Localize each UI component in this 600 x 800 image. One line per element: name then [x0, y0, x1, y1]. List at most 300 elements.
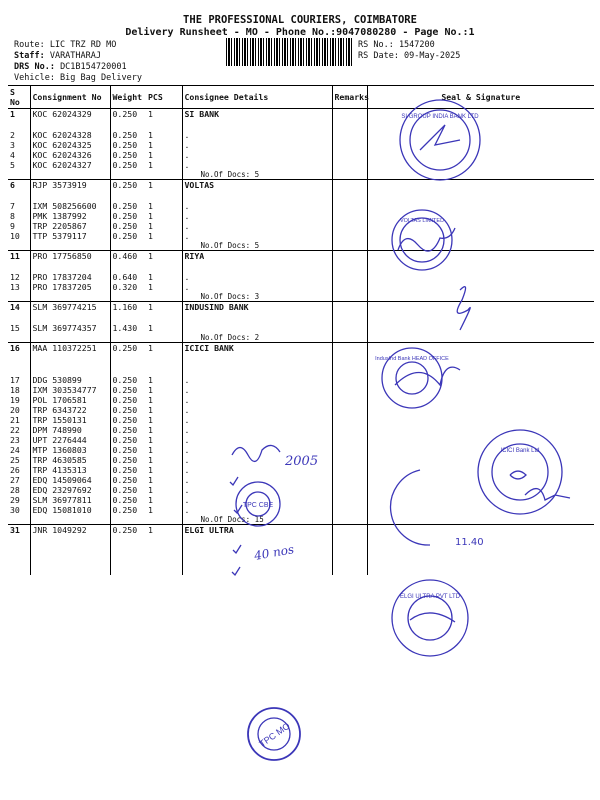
cell-empty	[8, 333, 30, 343]
cell-weight: 0.250	[110, 445, 146, 455]
cell-pcs: 1	[148, 495, 153, 505]
spacer-row	[8, 535, 594, 575]
cell-remarks	[332, 343, 367, 354]
cell-seal	[367, 445, 594, 455]
cell-remarks	[332, 282, 367, 292]
cell-pcs	[146, 364, 182, 375]
cell-empty	[332, 515, 367, 525]
cell-weight: 0.250	[110, 109, 146, 120]
cell-seal	[367, 525, 594, 536]
cell-consignee: INDUSIND BANK	[182, 302, 332, 313]
cell-seal	[367, 475, 594, 485]
cell-seal	[367, 180, 594, 191]
table-row	[8, 109, 594, 120]
cell-consignment: SLM 36977811	[30, 495, 110, 505]
cell-empty	[110, 292, 146, 302]
cell-remarks	[332, 525, 367, 536]
cell-empty	[146, 515, 182, 525]
cell-consignee	[182, 353, 332, 364]
cell-consignment: RJP 3573919	[30, 180, 110, 191]
cell-seal	[367, 130, 594, 140]
cell-sno: 17	[10, 375, 20, 385]
cell-remarks	[332, 160, 367, 170]
cell-consignment: EDQ 23297692	[30, 485, 110, 495]
cell-remarks	[332, 415, 367, 425]
cell-seal	[367, 251, 594, 262]
cell-weight: 0.250	[110, 343, 146, 354]
cell-seal	[367, 405, 594, 415]
cell-sno: 5	[10, 160, 15, 170]
cell-sno: 22	[10, 425, 20, 435]
cell-weight: 0.640	[110, 272, 146, 282]
cell-consignment: POL 1706581	[30, 395, 110, 405]
cell-weight: 0.460	[110, 251, 146, 262]
cell-sno: 15	[10, 323, 20, 333]
cell-empty	[332, 535, 367, 575]
icici-stamp-text: ICICI Bank Ltd	[500, 448, 540, 454]
table-row	[8, 385, 594, 395]
cell-pcs: 1	[148, 160, 153, 170]
cell-sno: 14	[8, 302, 30, 313]
cell-weight: 0.250	[110, 160, 146, 170]
cell-remarks	[332, 435, 367, 445]
drs-label: DRS No.:	[14, 62, 61, 72]
table-row	[8, 375, 594, 385]
cell-remarks	[332, 485, 367, 495]
spacer-row	[8, 261, 594, 272]
spacer-row	[8, 190, 594, 201]
cell-sno: 29	[10, 495, 20, 505]
elgi-stamp	[392, 580, 468, 656]
cell-empty	[146, 292, 182, 302]
cell-consignment: PRO 17837204	[30, 272, 110, 282]
cell-consignee: ELGI ULTRA	[182, 525, 332, 536]
cell-consignee: .	[182, 455, 332, 465]
cell-seal	[367, 221, 594, 231]
cell-sno: 8	[10, 211, 15, 221]
cell-consignee: .	[182, 505, 332, 515]
cell-consignee: .	[182, 495, 332, 505]
docs-count: No.Of Docs: 5	[182, 241, 332, 251]
cell-remarks	[332, 405, 367, 415]
col-consignee: Consignee Details	[182, 86, 332, 109]
table-row	[8, 140, 594, 150]
cell-seal	[367, 261, 594, 272]
table-row	[8, 130, 594, 140]
spacer-row	[8, 312, 594, 323]
table-row	[8, 435, 594, 445]
cell-seal	[367, 190, 594, 201]
cell-weight: 0.250	[110, 130, 146, 140]
docs-count-row	[8, 333, 594, 343]
cell-pcs: 1	[148, 231, 153, 241]
cell-pcs: 1	[146, 525, 182, 536]
spacer-row	[8, 353, 594, 364]
cell-empty	[30, 333, 110, 343]
cell-consignment: EDQ 15081010	[30, 505, 110, 515]
table-row	[8, 465, 594, 475]
cell-consignee	[182, 323, 332, 333]
cell-sno: 12	[10, 272, 20, 282]
cell-pcs: 1	[148, 375, 153, 385]
table-row	[8, 160, 594, 170]
table-row	[8, 272, 594, 282]
cell-consignment: UPT 2276444	[30, 435, 110, 445]
staff-line	[14, 51, 101, 61]
cell-pcs: 1	[148, 435, 153, 445]
cell-remarks	[332, 109, 367, 120]
cell-remarks	[332, 150, 367, 160]
cell-consignment	[30, 261, 110, 272]
cell-weight	[110, 312, 146, 323]
cell-sno: 9	[10, 221, 15, 231]
cell-consignee: .	[182, 445, 332, 455]
table-row	[8, 231, 594, 241]
cell-weight: 0.250	[110, 385, 146, 395]
table-row	[8, 475, 594, 485]
cell-pcs: 1	[148, 211, 153, 221]
cell-sno: 11	[8, 251, 30, 262]
tpc-mo-text: TPC MO	[257, 720, 292, 749]
cell-pcs: 1	[148, 505, 153, 515]
cell-weight: 0.250	[110, 201, 146, 211]
cell-consignment: TRP 1550131	[30, 415, 110, 425]
cell-weight	[110, 364, 146, 375]
cell-empty	[146, 535, 182, 575]
cell-seal	[367, 109, 594, 120]
cell-empty	[8, 241, 30, 251]
docs-count-row	[8, 170, 594, 180]
table-row	[8, 395, 594, 405]
cell-pcs: 1	[148, 445, 153, 455]
cell-empty	[110, 515, 146, 525]
cell-empty	[367, 535, 594, 575]
cell-weight	[110, 119, 146, 130]
cell-consignment: KOC 62024326	[30, 150, 110, 160]
cell-seal	[367, 425, 594, 435]
col-weight: Weight	[110, 86, 146, 109]
docs-count: No.Of Docs: 5	[182, 170, 332, 180]
cell-remarks	[332, 180, 367, 191]
cell-empty	[30, 241, 110, 251]
cell-consignee	[182, 312, 332, 323]
table-row	[8, 525, 594, 536]
col-pcs: PCS	[146, 86, 182, 109]
cell-consignee: .	[182, 435, 332, 445]
cell-consignment: KOC 62024328	[30, 130, 110, 140]
cell-remarks	[332, 272, 367, 282]
table-row	[8, 150, 594, 160]
cell-consignment: IXM 508256600	[30, 201, 110, 211]
cell-pcs: 1	[148, 150, 153, 160]
cell-empty	[367, 292, 594, 302]
cell-pcs: 1	[148, 282, 153, 292]
cell-consignee: ICICI BANK	[182, 343, 332, 354]
col-seal: Seal & Signature	[367, 86, 594, 109]
cell-remarks	[332, 211, 367, 221]
cell-sno	[8, 312, 30, 323]
cell-empty	[30, 170, 110, 180]
cell-consignment	[30, 364, 110, 375]
cell-pcs	[146, 190, 182, 201]
cell-seal	[367, 302, 594, 313]
table-row	[8, 221, 594, 231]
barcode	[226, 38, 352, 66]
cell-pcs: 1	[148, 272, 153, 282]
cell-seal	[367, 364, 594, 375]
cell-remarks	[332, 475, 367, 485]
cell-empty	[146, 333, 182, 343]
cell-consignee: VOLTAS	[182, 180, 332, 191]
cell-pcs: 1	[148, 140, 153, 150]
cell-empty	[146, 170, 182, 180]
indusind-stamp-text: IndusInd Bank HEAD OFFICE	[375, 356, 449, 362]
cell-weight: 0.250	[110, 435, 146, 445]
table-row	[8, 415, 594, 425]
cell-consignment: SLM 369774215	[30, 302, 110, 313]
voltas-stamp-text: VOLTAS LIMITED	[399, 218, 445, 224]
cell-consignment: TRP 6343722	[30, 405, 110, 415]
cell-sno	[8, 353, 30, 364]
cell-pcs: 1	[148, 455, 153, 465]
cell-seal	[367, 201, 594, 211]
tpc-mo-stamp	[248, 708, 300, 760]
cell-consignee: .	[182, 415, 332, 425]
cell-pcs	[146, 261, 182, 272]
cell-weight: 0.250	[110, 180, 146, 191]
cell-remarks	[332, 130, 367, 140]
docs-count: No.Of Docs: 15	[182, 515, 332, 525]
cell-empty	[146, 241, 182, 251]
cell-consignee: .	[182, 385, 332, 395]
cell-remarks	[332, 312, 367, 323]
cell-consignee: .	[182, 221, 332, 231]
cell-sno: 2	[10, 130, 15, 140]
cell-pcs: 1	[148, 323, 153, 333]
cell-pcs: 1	[148, 485, 153, 495]
cell-seal	[367, 140, 594, 150]
table-row	[8, 282, 594, 292]
cell-empty	[332, 333, 367, 343]
table-row	[8, 455, 594, 465]
cell-remarks	[332, 190, 367, 201]
cell-remarks	[332, 140, 367, 150]
cell-weight: 0.250	[110, 140, 146, 150]
cell-seal	[367, 415, 594, 425]
cell-sno: 26	[10, 465, 20, 475]
cell-weight: 0.250	[110, 221, 146, 231]
cell-weight	[110, 353, 146, 364]
cell-seal	[367, 455, 594, 465]
table-row	[8, 211, 594, 221]
cell-weight: 1.160	[110, 302, 146, 313]
spacer-row	[8, 364, 594, 375]
cell-weight: 0.250	[110, 150, 146, 160]
cell-remarks	[332, 385, 367, 395]
cell-seal	[367, 312, 594, 323]
cell-sno: 3	[10, 140, 15, 150]
col-sno: S No	[8, 86, 30, 109]
cell-consignment	[30, 353, 110, 364]
cell-remarks	[332, 395, 367, 405]
cell-pcs: 1	[146, 109, 182, 120]
cell-remarks	[332, 261, 367, 272]
cell-consignment: KOC 62024325	[30, 140, 110, 150]
cell-sno	[8, 119, 30, 130]
table-row	[8, 485, 594, 495]
cell-sno: 31	[8, 525, 30, 536]
cell-sno: 28	[10, 485, 20, 495]
table-row	[8, 505, 594, 515]
table-header	[8, 86, 594, 109]
table-row	[8, 343, 594, 354]
cell-pcs: 1	[146, 251, 182, 262]
staff-name: VARATHARAJ	[49, 51, 102, 61]
cell-seal	[367, 160, 594, 170]
cell-sno: 21	[10, 415, 20, 425]
cell-consignment: TRP 4135313	[30, 465, 110, 475]
count-note: 40 nos	[253, 542, 296, 563]
cell-seal	[367, 150, 594, 160]
cell-consignee	[182, 119, 332, 130]
cell-consignee	[182, 261, 332, 272]
cell-weight: 0.250	[110, 395, 146, 405]
cell-remarks	[332, 495, 367, 505]
cell-sno: 4	[10, 150, 15, 160]
cell-consignment: EDQ 14509064	[30, 475, 110, 485]
cell-consignment: DDG 530899	[30, 375, 110, 385]
table-row	[8, 405, 594, 415]
elgi-stamp-text: ELGI ULTRA PVT LTD	[399, 594, 461, 600]
cell-remarks	[332, 201, 367, 211]
cell-sno: 7	[10, 201, 15, 211]
cell-pcs: 1	[148, 415, 153, 425]
cell-sno: 25	[10, 455, 20, 465]
cell-weight: 0.250	[110, 415, 146, 425]
document-subtitle: Delivery Runsheet - MO - Phone No.:9047080280 - Page No.:1	[125, 27, 475, 38]
cell-pcs: 1	[148, 395, 153, 405]
cell-consignee: .	[182, 160, 332, 170]
cell-pcs: 1	[148, 201, 153, 211]
cell-consignee: .	[182, 375, 332, 385]
cell-weight: 0.250	[110, 405, 146, 415]
cell-seal	[367, 505, 594, 515]
cell-remarks	[332, 375, 367, 385]
cell-seal	[367, 465, 594, 475]
cell-pcs: 1	[146, 180, 182, 191]
cell-empty	[367, 170, 594, 180]
cell-sno: 27	[10, 475, 20, 485]
cell-consignee: .	[182, 150, 332, 160]
cell-weight: 0.250	[110, 465, 146, 475]
cell-seal	[367, 323, 594, 333]
cell-remarks	[332, 445, 367, 455]
cell-empty	[30, 515, 110, 525]
cell-weight: 0.250	[110, 375, 146, 385]
cell-consignee: .	[182, 140, 332, 150]
cell-consignment: JNR 1049292	[30, 525, 110, 536]
cell-remarks	[332, 455, 367, 465]
cell-consignment: PMK 1387992	[30, 211, 110, 221]
cell-empty	[332, 292, 367, 302]
cell-seal	[367, 119, 594, 130]
cell-consignee	[182, 364, 332, 375]
table-row	[8, 251, 594, 262]
docs-count: No.Of Docs: 3	[182, 292, 332, 302]
cell-seal	[367, 353, 594, 364]
cell-remarks	[332, 505, 367, 515]
cell-pcs: 1	[148, 385, 153, 395]
cell-sno: 24	[10, 445, 20, 455]
cell-sno	[8, 364, 30, 375]
cell-consignee: .	[182, 485, 332, 495]
cell-seal	[367, 343, 594, 354]
cell-sno: 1	[8, 109, 30, 120]
docs-count-row	[8, 292, 594, 302]
cell-consignment: MTP 1360803	[30, 445, 110, 455]
cell-empty	[110, 241, 146, 251]
cell-consignment: TRP 4630585	[30, 455, 110, 465]
cell-weight: 0.250	[110, 525, 146, 536]
cell-weight: 0.250	[110, 475, 146, 485]
cell-weight: 0.250	[110, 495, 146, 505]
cell-empty	[30, 535, 110, 575]
cell-consignee: .	[182, 425, 332, 435]
consignment-table	[8, 85, 594, 575]
cell-consignee	[182, 190, 332, 201]
cell-remarks	[332, 251, 367, 262]
cell-seal	[367, 272, 594, 282]
cell-empty	[332, 241, 367, 251]
cell-sno: 16	[8, 343, 30, 354]
cell-pcs: 1	[148, 465, 153, 475]
table-row	[8, 495, 594, 505]
cell-remarks	[332, 364, 367, 375]
cell-consignment	[30, 312, 110, 323]
time-note: 11.40	[455, 537, 484, 548]
cell-consignment: KOC 62024327	[30, 160, 110, 170]
cell-seal	[367, 211, 594, 221]
cell-sno	[8, 261, 30, 272]
cell-consignment	[30, 119, 110, 130]
cell-consignee: .	[182, 272, 332, 282]
cell-consignment: KOC 62024329	[30, 109, 110, 120]
cell-pcs: 1	[146, 343, 182, 354]
cell-pcs: 1	[148, 425, 153, 435]
cell-consignment: IXM 303534777	[30, 385, 110, 395]
cell-weight: 0.250	[110, 455, 146, 465]
cell-consignment	[30, 190, 110, 201]
table-row	[8, 425, 594, 435]
cell-pcs: 1	[148, 130, 153, 140]
cell-consignee: SI BANK	[182, 109, 332, 120]
cell-empty	[110, 535, 146, 575]
document-title: THE PROFESSIONAL COURIERS, COIMBATORE	[183, 14, 417, 26]
docs-count: No.Of Docs: 2	[182, 333, 332, 343]
cell-weight	[110, 261, 146, 272]
cell-weight: 0.250	[110, 485, 146, 495]
table-row	[8, 445, 594, 455]
cell-remarks	[332, 231, 367, 241]
cell-sno: 13	[10, 282, 20, 292]
cell-empty	[110, 170, 146, 180]
cell-remarks	[332, 119, 367, 130]
cell-consignee: .	[182, 475, 332, 485]
cell-empty	[182, 535, 332, 575]
cell-empty	[8, 535, 30, 575]
cell-consignment: MAA 110372251	[30, 343, 110, 354]
cell-remarks	[332, 302, 367, 313]
